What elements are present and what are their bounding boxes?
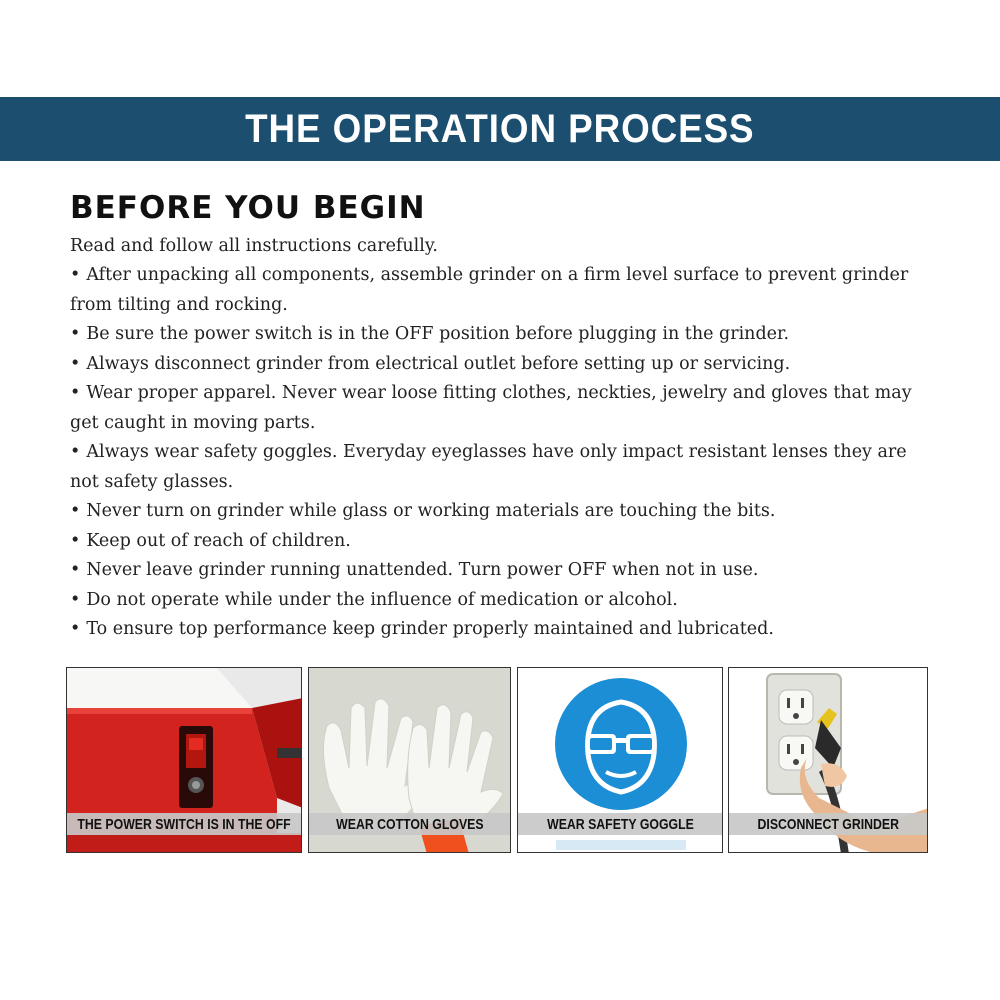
list-item (70, 527, 930, 557)
goggle-panel (517, 667, 723, 853)
list-item (70, 556, 930, 586)
panel-caption: THE POWER SWITCH IS IN THE OFF (67, 813, 301, 835)
bullet-icon: • (70, 530, 81, 551)
list-item-text: Do not operate while under the influence of medication or alcohol. (86, 589, 678, 610)
list-item (70, 438, 930, 497)
bullet-icon: • (70, 501, 81, 521)
intro-text: Read and follow all instructions carefully. (70, 236, 438, 256)
power-switch-panel (66, 667, 302, 853)
disconnect-panel (728, 667, 928, 853)
list-item (70, 261, 930, 320)
list-item (70, 586, 930, 616)
list-item-text: Never turn on grinder while glass or working materials are touching the bits. (86, 501, 776, 521)
list-item-text: Always disconnect grinder from electrical outlet before setting up or servicing. (86, 353, 791, 374)
list-item-text: To ensure top performance keep grinder properly maintained and lubricated. (86, 619, 774, 639)
list-item-text: Keep out of reach of children. (86, 530, 351, 551)
gloves-panel (308, 667, 511, 853)
bullet-icon: • (70, 589, 81, 610)
bullet-icon: • (70, 560, 81, 580)
list-item (70, 350, 930, 380)
panel-caption: WEAR COTTON GLOVES (309, 813, 510, 835)
bullet-icon: • (70, 353, 81, 374)
list-item (70, 615, 930, 645)
list-item-text: Never leave grinder running unattended. Turn power OFF when not in use. (86, 560, 759, 580)
panel-caption: DISCONNECT GRINDER (729, 813, 927, 835)
instructions-list (70, 261, 930, 645)
list-item (70, 320, 930, 350)
list-item-text: Wear proper apparel. Never wear loose fitting clothes, neckties, jewelry and gloves that may get caught in moving parts. (70, 383, 912, 433)
title-banner (0, 97, 1000, 161)
banner-title: THE OPERATION PROCESS (245, 106, 755, 151)
bullet-icon: • (70, 442, 81, 462)
section-heading: BEFORE YOU BEGIN (70, 190, 426, 226)
list-item-text: After unpacking all components, assemble grinder on a firm level surface to prevent grinder from tilting and rocking. (70, 265, 909, 315)
list-item-text: Be sure the power switch is in the OFF position before plugging in the grinder. (86, 324, 790, 344)
list-item (70, 379, 930, 438)
bullet-icon: • (70, 383, 81, 403)
bullet-icon: • (70, 265, 81, 285)
list-item-text: Always wear safety goggles. Everyday eyeglasses have only impact resistant lenses they are not safety glasses. (70, 442, 907, 492)
list-item (70, 497, 930, 527)
panel-caption: WEAR SAFETY GOGGLE (518, 813, 722, 835)
bullet-icon: • (70, 324, 81, 344)
bullet-icon: • (70, 619, 81, 639)
